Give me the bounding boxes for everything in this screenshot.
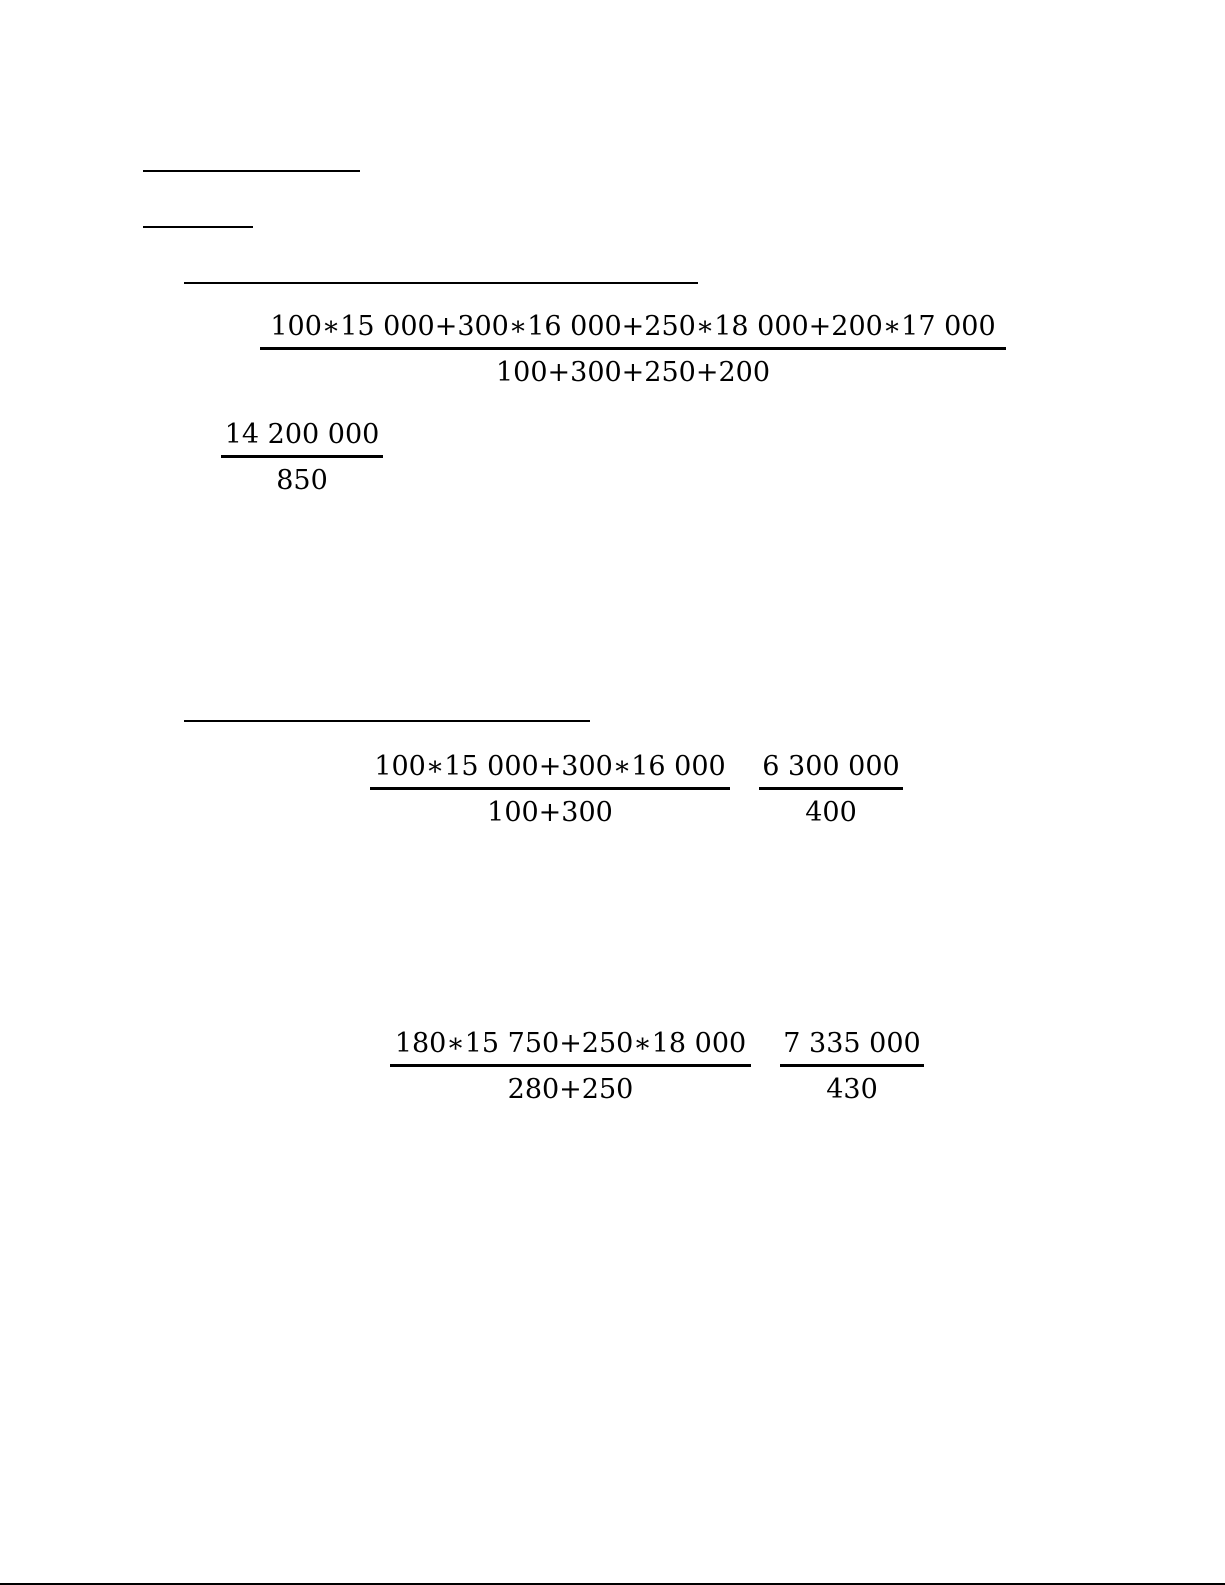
heading-underline-2	[143, 226, 253, 228]
fraction-bar	[780, 1064, 924, 1067]
fraction-numerator: 14 200 000	[224, 419, 380, 450]
heading-underline-1	[143, 170, 360, 172]
fraction-bar	[221, 455, 383, 458]
block1-result-fraction	[221, 418, 383, 497]
block2-expression-fraction	[370, 750, 730, 829]
fraction-numerator: 100∗15 000+300∗16 000+250∗18 000+200∗17 000	[270, 311, 996, 342]
fraction-denominator: 400	[805, 797, 857, 828]
fraction-bar	[370, 787, 730, 790]
block3-expression-fraction	[390, 1027, 751, 1106]
fraction-numerator: 6 300 000	[762, 751, 900, 782]
fraction-denominator: 100+300	[487, 797, 613, 828]
fraction-numerator: 7 335 000	[783, 1028, 921, 1059]
fraction-bar	[390, 1064, 751, 1067]
fraction-denominator: 280+250	[507, 1074, 634, 1105]
fraction-denominator: 100+300+250+200	[495, 357, 770, 388]
block2-result-fraction	[759, 750, 903, 829]
block1-expression-fraction	[260, 310, 1006, 389]
fraction-numerator: 180∗15 750+250∗18 000	[394, 1028, 747, 1059]
block3-result-fraction	[780, 1027, 924, 1106]
fraction-denominator: 850	[276, 465, 328, 496]
heading-underline-3	[184, 282, 698, 284]
heading-underline-4	[184, 720, 590, 722]
fraction-numerator: 100∗15 000+300∗16 000	[374, 751, 726, 782]
fraction-denominator: 430	[826, 1074, 878, 1105]
fraction-bar	[260, 347, 1006, 350]
fraction-bar	[759, 787, 903, 790]
